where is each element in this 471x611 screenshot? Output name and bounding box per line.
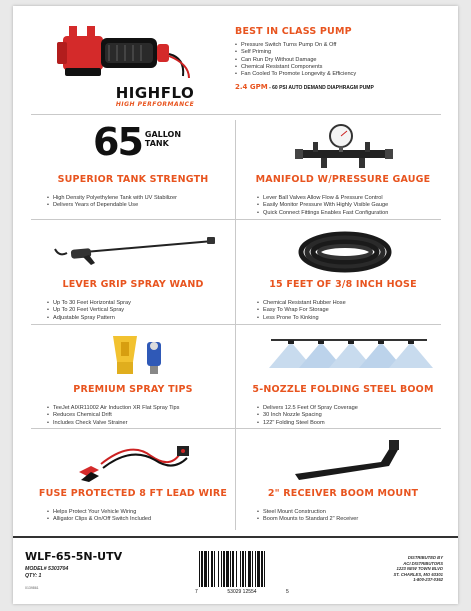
feature-receiver xyxy=(241,436,445,524)
column-divider xyxy=(235,120,236,530)
dist-line: ACI DISTRIBUTORS xyxy=(403,560,443,566)
feature-title: 5-NOZZLE FOLDING STEEL BOOM xyxy=(252,384,434,395)
feature-title: 15 FEET OF 3/8 INCH HOSE xyxy=(269,279,417,290)
barcode-bar xyxy=(223,551,225,587)
barcode-digits: 53029 12554 xyxy=(227,589,257,595)
barcode-bar xyxy=(201,551,203,587)
barcode-bar xyxy=(245,551,246,587)
barcode-digits-right: 5 xyxy=(286,589,289,595)
feature-title: 2" RECEIVER BOOM MOUNT xyxy=(267,488,419,499)
barcode-bar xyxy=(248,551,251,587)
bullet-item: • Lever Ball Valves Allow Flow & Pressure Control xyxy=(257,195,445,202)
feature-title: PREMIUM SPRAY TIPS xyxy=(73,384,193,395)
barcode-bar xyxy=(252,551,253,587)
bullet-item: • High Density Polyethylene Tank with UV Stabilizer xyxy=(47,195,235,202)
distributor-info xyxy=(343,555,443,583)
spec-detail: - 60 PSI AUTO DEMAND DIAPHRAGM PUMP xyxy=(267,85,374,92)
bullet-item: • Helps Protect Your Vehicle Wiring xyxy=(47,509,235,516)
barcode-bar xyxy=(257,551,260,587)
dist-line: 1-800-237-0362 xyxy=(413,577,443,583)
dist-line: DISTRIBUTED BY xyxy=(407,555,443,560)
divider xyxy=(31,428,441,429)
feature-boom xyxy=(241,332,445,427)
barcode-bars xyxy=(199,551,265,587)
feature-title: FUSE PROTECTED 8 FT LEAD WIRE xyxy=(38,488,228,499)
barcode-digits-left: 7 xyxy=(195,589,198,595)
bullet-item: • Boom Mounts to Standard 2" Receiver xyxy=(257,516,445,523)
bullet-item: • Pressure Switch Turns Pump On & Off xyxy=(235,42,450,49)
bullet-item: • Fan Cooled To Promote Longevity & Efficiency xyxy=(235,71,450,78)
tank-label: TANK xyxy=(144,139,169,148)
feature-tips xyxy=(31,332,235,427)
bullet-item: • Adjustable Spray Pattern xyxy=(47,315,235,322)
receiver-mount-image xyxy=(241,436,445,484)
bullet-item: • Less Prone To Kinking xyxy=(257,315,445,322)
barcode-bar xyxy=(242,551,244,587)
feature-hose xyxy=(241,227,445,322)
bullet-item: • Steel Mount Construction xyxy=(257,509,445,516)
barcode-bar xyxy=(240,551,241,587)
bullet-item: • Up To 20 Feet Vertical Spray xyxy=(47,307,235,314)
barcode xyxy=(193,549,291,595)
divider xyxy=(31,324,441,325)
footer xyxy=(13,536,458,604)
barcode-bar xyxy=(199,551,200,587)
feature-title: SUPERIOR TANK STRENGTH xyxy=(57,174,209,185)
barcode-bar xyxy=(232,551,234,587)
bullet-item: • 30 Inch Nozzle Spacing xyxy=(257,412,445,419)
divider xyxy=(31,114,441,115)
bullet-item: • Easily Monitor Pressure With Highly Visible Gauge xyxy=(257,202,445,209)
barcode-bar xyxy=(236,551,237,587)
barcode-bar xyxy=(226,551,229,587)
bullet-item: • TeeJet AIXR11002 Air Induction XR Flat Spray Tips xyxy=(47,405,235,412)
boom-spray-image xyxy=(241,332,445,380)
item-code: 0139861 xyxy=(25,586,39,590)
brand-logo xyxy=(95,86,215,108)
bullet-item: • Can Run Dry Without Damage xyxy=(235,57,450,64)
barcode-bar xyxy=(214,551,215,587)
feature-title: MANIFOLD W/PRESSURE GAUGE xyxy=(255,174,431,185)
dist-line: ST. CHARLES, MO 63301 xyxy=(393,571,443,577)
tank-number: 65 xyxy=(93,120,142,164)
bullet-item: • Reduces Chemical Drift xyxy=(47,412,235,419)
spray-wand-image xyxy=(31,227,235,275)
barcode-bar xyxy=(218,551,219,587)
feature-tank xyxy=(31,122,235,210)
barcode-bar xyxy=(208,551,209,587)
manifold-gauge-image xyxy=(241,122,445,170)
bullet-item: • Chemical Resistant Components xyxy=(235,64,450,71)
hero-section xyxy=(13,6,458,114)
bullet-item: • 122" Folding Steel Boom xyxy=(257,420,445,427)
bullet-item: • Easy To Wrap For Storage xyxy=(257,307,445,314)
coiled-hose-image xyxy=(241,227,445,275)
bullet-item: • Delivers 12.5 Feet Of Spray Coverage xyxy=(257,405,445,412)
tank-unit: GALLON xyxy=(144,130,182,139)
model-number: MODEL# 5303704 xyxy=(25,566,69,572)
bullet-item: • Quick Connect Fittings Enables Fast Configuration xyxy=(257,210,445,217)
bullet-item: • Chemical Resistant Rubber Hose xyxy=(257,300,445,307)
barcode-bar xyxy=(230,551,231,587)
spray-tips-image xyxy=(31,332,235,380)
pump-spec xyxy=(235,83,450,91)
lead-wire-image xyxy=(31,436,235,484)
tank-capacity xyxy=(93,122,181,162)
divider xyxy=(31,219,441,220)
brand-name: HIGHFLO xyxy=(115,84,195,102)
product-sheet xyxy=(13,6,458,604)
barcode-bar xyxy=(261,551,263,587)
pump-bullets xyxy=(235,42,450,78)
bullet-item: • Includes Check Valve Strainer xyxy=(47,420,235,427)
barcode-bar xyxy=(255,551,256,587)
bullet-item: • Self Priming xyxy=(235,49,450,56)
pump-image xyxy=(43,18,193,88)
barcode-bar xyxy=(264,551,265,587)
bullet-item: • Alligator Clips & On/Off Switch Included xyxy=(47,516,235,523)
brand-tagline: HIGH PERFORMANCE xyxy=(115,101,195,108)
bullet-item: • Up To 30 Feet Horizontal Spray xyxy=(47,300,235,307)
feature-wire xyxy=(31,436,235,524)
pump-title: BEST IN CLASS PUMP xyxy=(235,26,352,37)
bullet-item: • Delivers Years of Dependable Use xyxy=(47,202,235,209)
pump-features xyxy=(235,26,450,91)
spec-flow: 2.4 GPM xyxy=(235,83,268,92)
model-name: WLF-65-5N-UTV xyxy=(25,550,123,563)
feature-title: LEVER GRIP SPRAY WAND xyxy=(62,279,204,290)
dist-line: 1223 NEW TOWN BLVD xyxy=(396,566,443,572)
quantity: QTY: 1 xyxy=(25,572,42,579)
barcode-bar xyxy=(221,551,222,587)
barcode-bar xyxy=(204,551,207,587)
feature-manifold xyxy=(241,122,445,217)
feature-wand xyxy=(31,227,235,322)
barcode-bar xyxy=(211,551,213,587)
